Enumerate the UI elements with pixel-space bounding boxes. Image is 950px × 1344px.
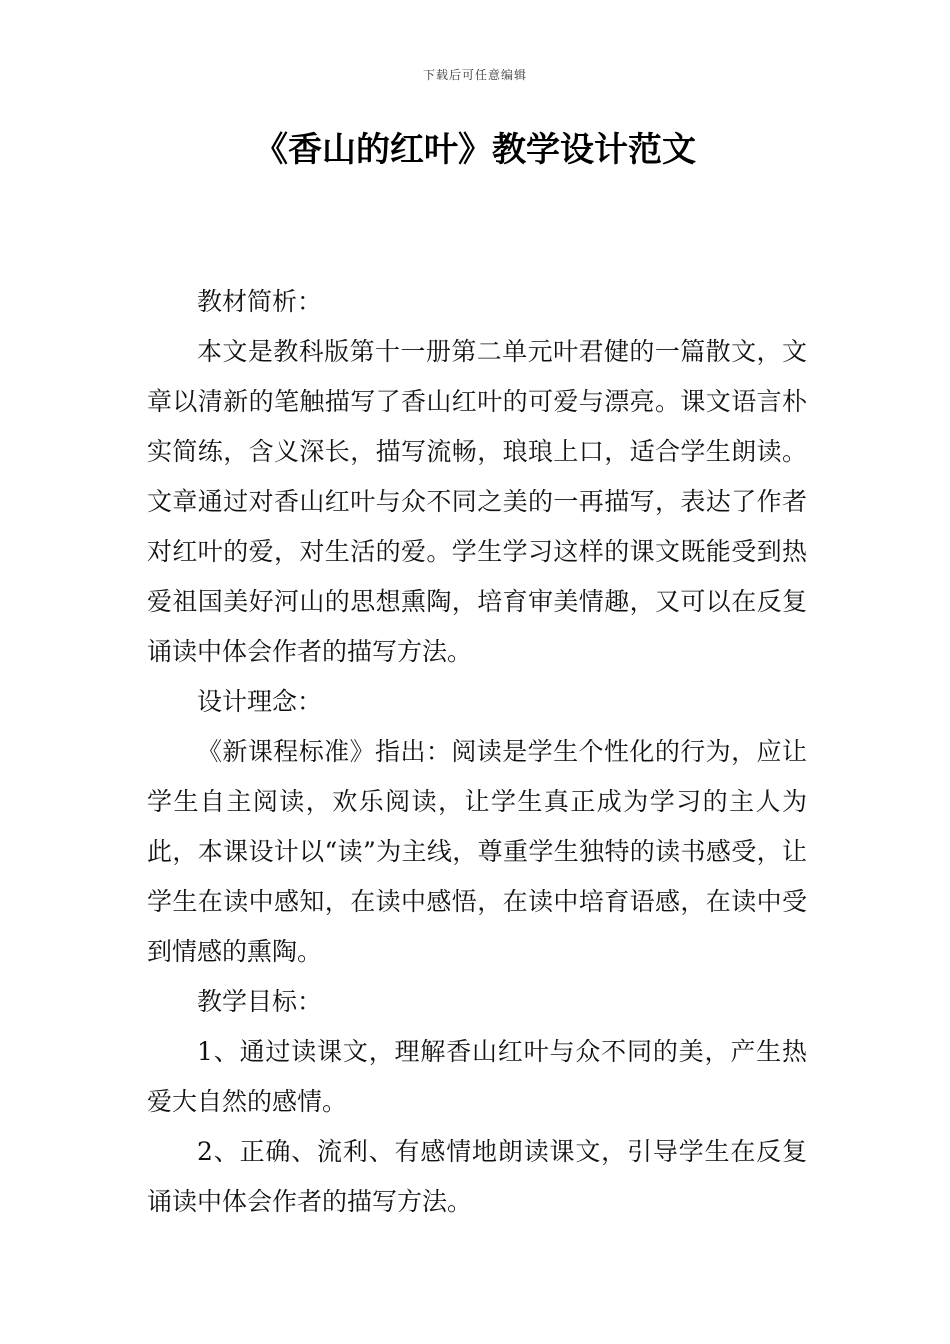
goal-item-1: 1、通过读课文，理解香山红叶与众不同的美，产生热爱大自然的感情。	[147, 1037, 807, 1116]
goal-item-2: 2、正确、流利、有感情地朗读课文，引导学生在反复诵读中体会作者的描写方法。	[147, 1137, 807, 1216]
analysis-paragraph: 本文是教科版第十一册第二单元叶君健的一篇散文，文章以清新的笔触描写了香山红叶的可爱与漂亮。课文语言朴实简练，含义深长，描写流畅，琅琅上口，适合学生朗读。文章通过对香山红叶与众不同之美的一再描写，表达了作者对红叶的爱，对生活的爱。学生学习这样的课文既能受到热爱祖国美好河山的思想熏陶，培育审美情趣，又可以在反复诵读中体会作者的描写方法。	[147, 337, 807, 666]
analysis-heading: 教材简析：	[197, 287, 323, 316]
concept-paragraph: 《新课程标准》指出：阅读是学生个性化的行为，应让学生自主阅读，欢乐阅读，让学生真正成为学习的主人为此，本课设计以“读”为主线，尊重学生独特的读书感受，让学生在读中感知，在读中感悟，在读中培育语感，在读中受到情感的熏陶。	[147, 737, 807, 966]
concept-heading: 设计理念：	[197, 687, 323, 716]
header-note: 下载后可任意编辑	[422, 68, 527, 82]
goals-heading: 教学目标：	[197, 987, 323, 1016]
document-body	[147, 277, 807, 1227]
document-title: 《香山的红叶》教学设计范文	[254, 130, 696, 170]
